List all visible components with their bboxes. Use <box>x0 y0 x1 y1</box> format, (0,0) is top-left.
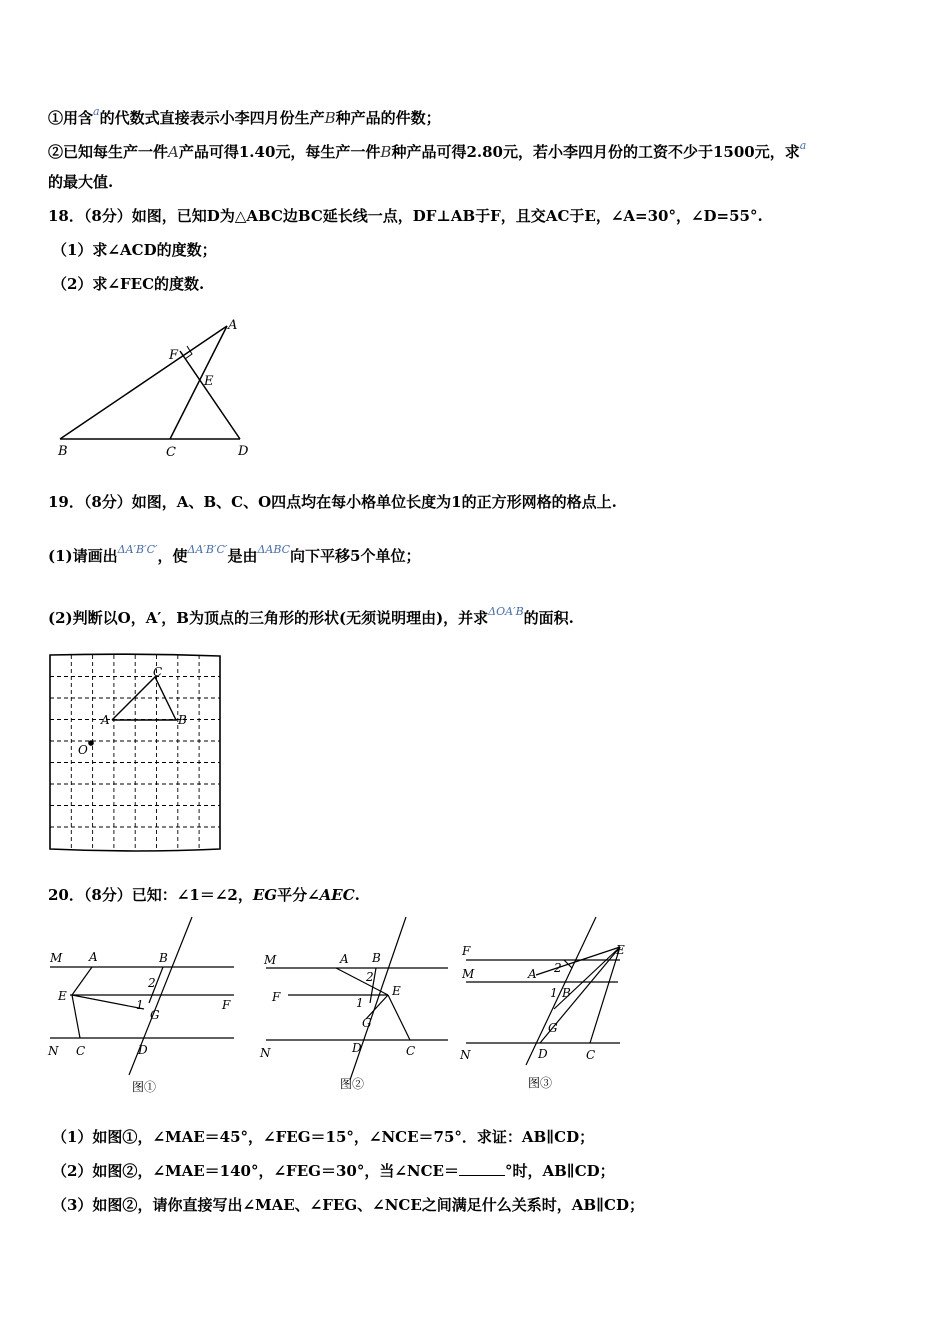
answer-blank[interactable] <box>459 1161 505 1176</box>
label-o: O <box>78 743 88 757</box>
label-c: C <box>166 445 176 460</box>
svg-text:E: E <box>58 989 67 1003</box>
svg-text:1: 1 <box>136 998 144 1012</box>
svg-text:N: N <box>260 1046 271 1060</box>
svg-text:M: M <box>462 967 475 981</box>
svg-text:G: G <box>362 1016 372 1030</box>
svg-text:G: G <box>548 1021 558 1035</box>
grid-lines <box>50 655 220 849</box>
svg-text:E: E <box>392 984 401 998</box>
svg-text:F: F <box>272 990 281 1004</box>
svg-text:M: M <box>264 953 277 967</box>
svg-text:B: B <box>159 951 168 965</box>
svg-text:A: A <box>340 952 349 966</box>
label-a: A <box>101 713 110 727</box>
svg-text:B: B <box>372 951 381 965</box>
svg-text:G: G <box>150 1008 160 1022</box>
q20-sub2: （2）如图②，∠MAE＝140°，∠FEG＝30°，当∠NCE＝ °时，AB∥CD； <box>52 1162 615 1180</box>
q19-sub1: (1)请画出$^{\Delta A'B'C'}$，使$^{\Delta A'B'C'}$是由$^{\Delta ABC}$向下平移5个单位； <box>48 543 421 565</box>
label-b: B <box>58 444 68 459</box>
q19-stem: 19．（8分）如图，A、B、C、O四点均在每小格单位长度为1的正方形网格的格点上. <box>48 493 617 511</box>
line-df <box>180 351 240 439</box>
point-o <box>88 740 94 746</box>
svg-text:A: A <box>528 967 537 981</box>
svg-text:D: D <box>352 1041 362 1055</box>
q19-grid-figure <box>46 652 226 857</box>
svg-text:1: 1 <box>356 996 364 1010</box>
svg-text:N: N <box>460 1048 471 1062</box>
svg-text:E: E <box>616 943 625 957</box>
label-a: A <box>228 318 238 333</box>
svg-text:F: F <box>222 998 231 1012</box>
svg-text:D: D <box>538 1047 548 1061</box>
caption-fig-1: 图① <box>132 1080 157 1094</box>
line-ac <box>170 326 227 439</box>
q17-part2-cont: 的最大值. <box>48 173 114 191</box>
svg-text:A: A <box>89 950 98 964</box>
var-a: a <box>93 105 100 118</box>
q20-figure-2 <box>258 915 458 1097</box>
q18-figure <box>50 312 265 460</box>
svg-text:2: 2 <box>554 961 562 975</box>
label-c: C <box>153 665 163 679</box>
svg-text:B: B <box>562 986 571 1000</box>
caption-fig-3: 图③ <box>528 1076 553 1090</box>
label-d: D <box>238 444 249 459</box>
svg-text:M: M <box>50 951 63 965</box>
svg-text:2: 2 <box>366 970 374 984</box>
label-b: B <box>178 713 187 727</box>
svg-text:N: N <box>48 1044 59 1058</box>
q18-sub2: （2）求∠FEC的度数. <box>52 275 205 293</box>
svg-text:2: 2 <box>148 976 156 990</box>
label-f: F <box>169 348 179 363</box>
svg-text:1: 1 <box>550 986 558 1000</box>
svg-text:C: C <box>76 1044 86 1058</box>
svg-text:C: C <box>586 1048 596 1062</box>
var-b: B <box>324 109 336 127</box>
svg-text:F: F <box>462 944 471 958</box>
q20-stem: 20．（8分）已知：∠1＝∠2，EG平分∠AEC. <box>48 886 360 904</box>
q20-figure-3 <box>458 915 658 1097</box>
triangle-abc <box>112 677 176 720</box>
q17-part2: ②已知每生产一件A产品可得1.40元，每生产一件B种产品可得2.80元，若小李四月份的工资不少于1500元，求$^a$ <box>48 139 807 161</box>
q17-part1: ①用含$^a$的代数式直接表示小李四月份生产B种产品的件数； <box>48 105 441 127</box>
q20-figure-1 <box>44 915 244 1097</box>
svg-text:D: D <box>138 1043 148 1057</box>
q18-sub1: （1）求∠ACD的度数； <box>52 241 217 259</box>
q18-stem: 18．（8分）如图，已知D为△ABC边BC延长线一点，DF⊥AB于F，且交AC于E，∠A=30°，∠D=55°. <box>48 207 763 225</box>
label-e: E <box>204 374 214 389</box>
caption-fig-2: 图② <box>340 1077 365 1091</box>
q20-sub3: （3）如图②，请你直接写出∠MAE、∠FEG、∠NCE之间满足什么关系时，AB∥CD； <box>52 1196 644 1214</box>
q20-sub1: （1）如图①，∠MAE＝45°，∠FEG＝15°，∠NCE＝75°．求证：AB∥CD； <box>52 1128 595 1146</box>
svg-text:C: C <box>406 1044 416 1058</box>
q19-sub2: (2)判断以O，A′，B为顶点的三角形的形状(无须说明理由)，并求$^{\Delta OA'B}$的面积. <box>48 605 574 627</box>
